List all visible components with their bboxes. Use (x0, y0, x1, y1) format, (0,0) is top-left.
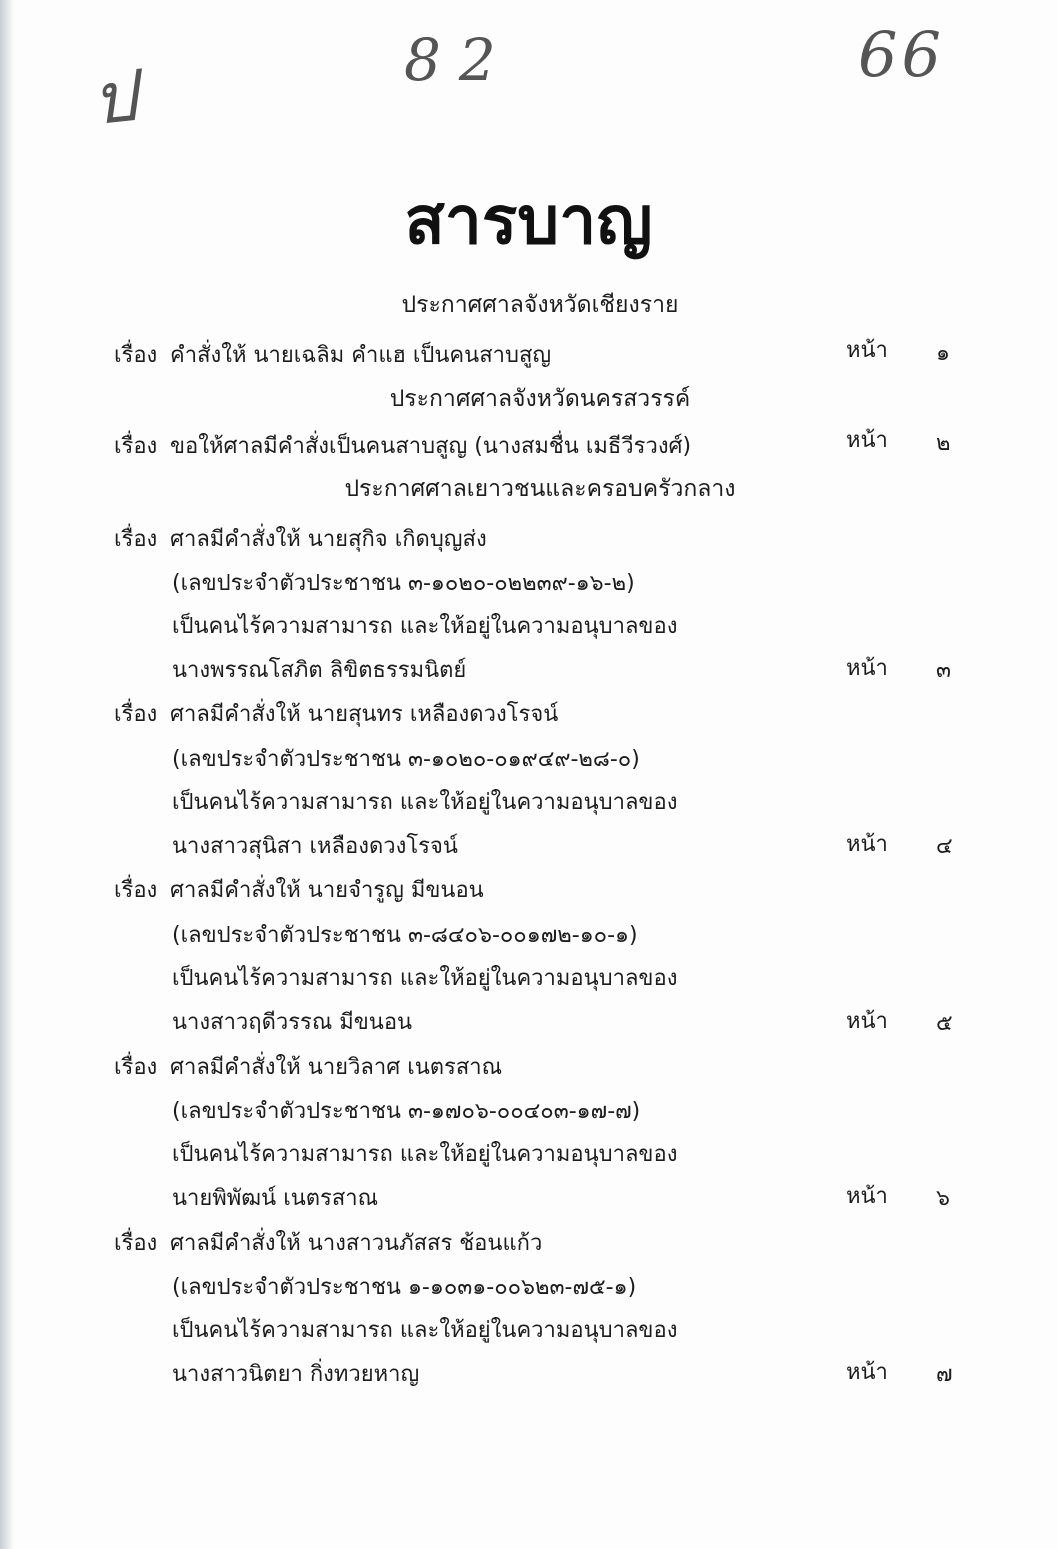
entry-label: เรื่อง (114, 878, 158, 903)
entry-guardian-line: นางสาวฤดีวรรณ มีขนอน (172, 1010, 413, 1035)
page-label: หน้า (846, 1184, 888, 1209)
entry-description-line: เป็นคนไร้ความสามารถ และให้อยู่ในความอนุบาลของ (172, 614, 678, 639)
entry-id-line: (เลขประจำตัวประชาชน ๓-๑๐๒๐-๐๒๒๓๙-๑๖-๒) (172, 571, 635, 596)
handwritten-mark-right: 66 (858, 18, 945, 91)
page-number: ๓ (936, 658, 952, 683)
page-number: ๑ (936, 341, 950, 366)
entry-id-line: (เลขประจำตัวประชาชน ๓-๘๔๐๖-๐๐๑๗๒-๑๐-๑) (172, 923, 638, 948)
section-heading-chiangrai: ประกาศศาลจังหวัดเชียงราย (401, 292, 679, 318)
entry-subject: คำสั่งให้ นายเฉลิม คำแฮ เป็นคนสาบสูญ (170, 343, 552, 368)
entry-description-line: เป็นคนไร้ความสามารถ และให้อยู่ในความอนุบาลของ (172, 1318, 678, 1343)
entry-label: เรื่อง (114, 1055, 158, 1080)
section-heading-juvenile-court: ประกาศศาลเยาวชนและครอบครัวกลาง (344, 476, 736, 502)
entry-label: เรื่อง (114, 434, 158, 459)
page-number: ๔ (936, 834, 953, 859)
page-number: ๕ (936, 1011, 953, 1036)
entry-subject: ศาลมีคำสั่งให้ นายจำรูญ มีขนอน (170, 878, 484, 903)
page-label: หน้า (846, 428, 888, 453)
entry-label: เรื่อง (114, 702, 158, 727)
entry-description-line: เป็นคนไร้ความสามารถ และให้อยู่ในความอนุบาลของ (172, 1142, 678, 1167)
entry-subject: ศาลมีคำสั่งให้ นายสุนทร เหลืองดวงโรจน์ (170, 702, 559, 727)
entry-label: เรื่อง (114, 527, 158, 552)
entry-description-line: เป็นคนไร้ความสามารถ และให้อยู่ในความอนุบาลของ (172, 966, 678, 991)
page-number: ๗ (936, 1362, 953, 1387)
entry-guardian-line: นางสาวนิตยา กิ่งทวยหาญ (172, 1362, 420, 1387)
section-heading-nakhonsawan: ประกาศศาลจังหวัดนครสวรรค์ (389, 386, 691, 412)
entry-guardian-line: นางพรรณโสภิต ลิขิตธรรมนิตย์ (172, 658, 467, 683)
page-label: หน้า (846, 1009, 888, 1034)
entry-guardian-line: นายพิพัฒน์ เนตรสาณ (172, 1186, 379, 1211)
handwritten-mark-middle: 82 (404, 26, 514, 94)
page-label: หน้า (846, 338, 888, 363)
entry-id-line: (เลขประจำตัวประชาชน ๑-๑๐๓๑-๐๐๖๒๓-๗๕-๑) (172, 1275, 637, 1300)
page-number: ๒ (936, 431, 951, 456)
entry-subject: ศาลมีคำสั่งให้ นายวิลาศ เนตรสาณ (170, 1055, 503, 1080)
entry-id-line: (เลขประจำตัวประชาชน ๓-๑๗๐๖-๐๐๔๐๓-๑๗-๗) (172, 1099, 641, 1124)
entry-subject: ขอให้ศาลมีคำสั่งเป็นคนสาบสูญ (นางสมชื่น เมธีวีรวงศ์) (170, 434, 692, 459)
page-label: หน้า (846, 656, 888, 681)
entry-guardian-line: นางสาวสุนิสา เหลืองดวงโรจน์ (172, 834, 458, 859)
entry-id-line: (เลขประจำตัวประชาชน ๓-๑๐๒๐-๐๑๙๔๙-๒๘-๐) (172, 747, 640, 772)
entry-description-line: เป็นคนไร้ความสามารถ และให้อยู่ในความอนุบาลของ (172, 790, 678, 815)
page-label: หน้า (846, 832, 888, 857)
entry-subject: ศาลมีคำสั่งให้ นายสุกิจ เกิดบุญส่ง (170, 527, 487, 552)
page-label: หน้า (846, 1360, 888, 1385)
page-title: สารบาญ (404, 182, 653, 259)
entry-label: เรื่อง (114, 1231, 158, 1256)
entry-subject: ศาลมีคำสั่งให้ นางสาวนภัสสร ช้อนแก้ว (170, 1231, 543, 1256)
handwritten-mark-left: ป (87, 54, 141, 142)
page-number: ๖ (936, 1186, 950, 1211)
entry-label: เรื่อง (114, 343, 158, 368)
